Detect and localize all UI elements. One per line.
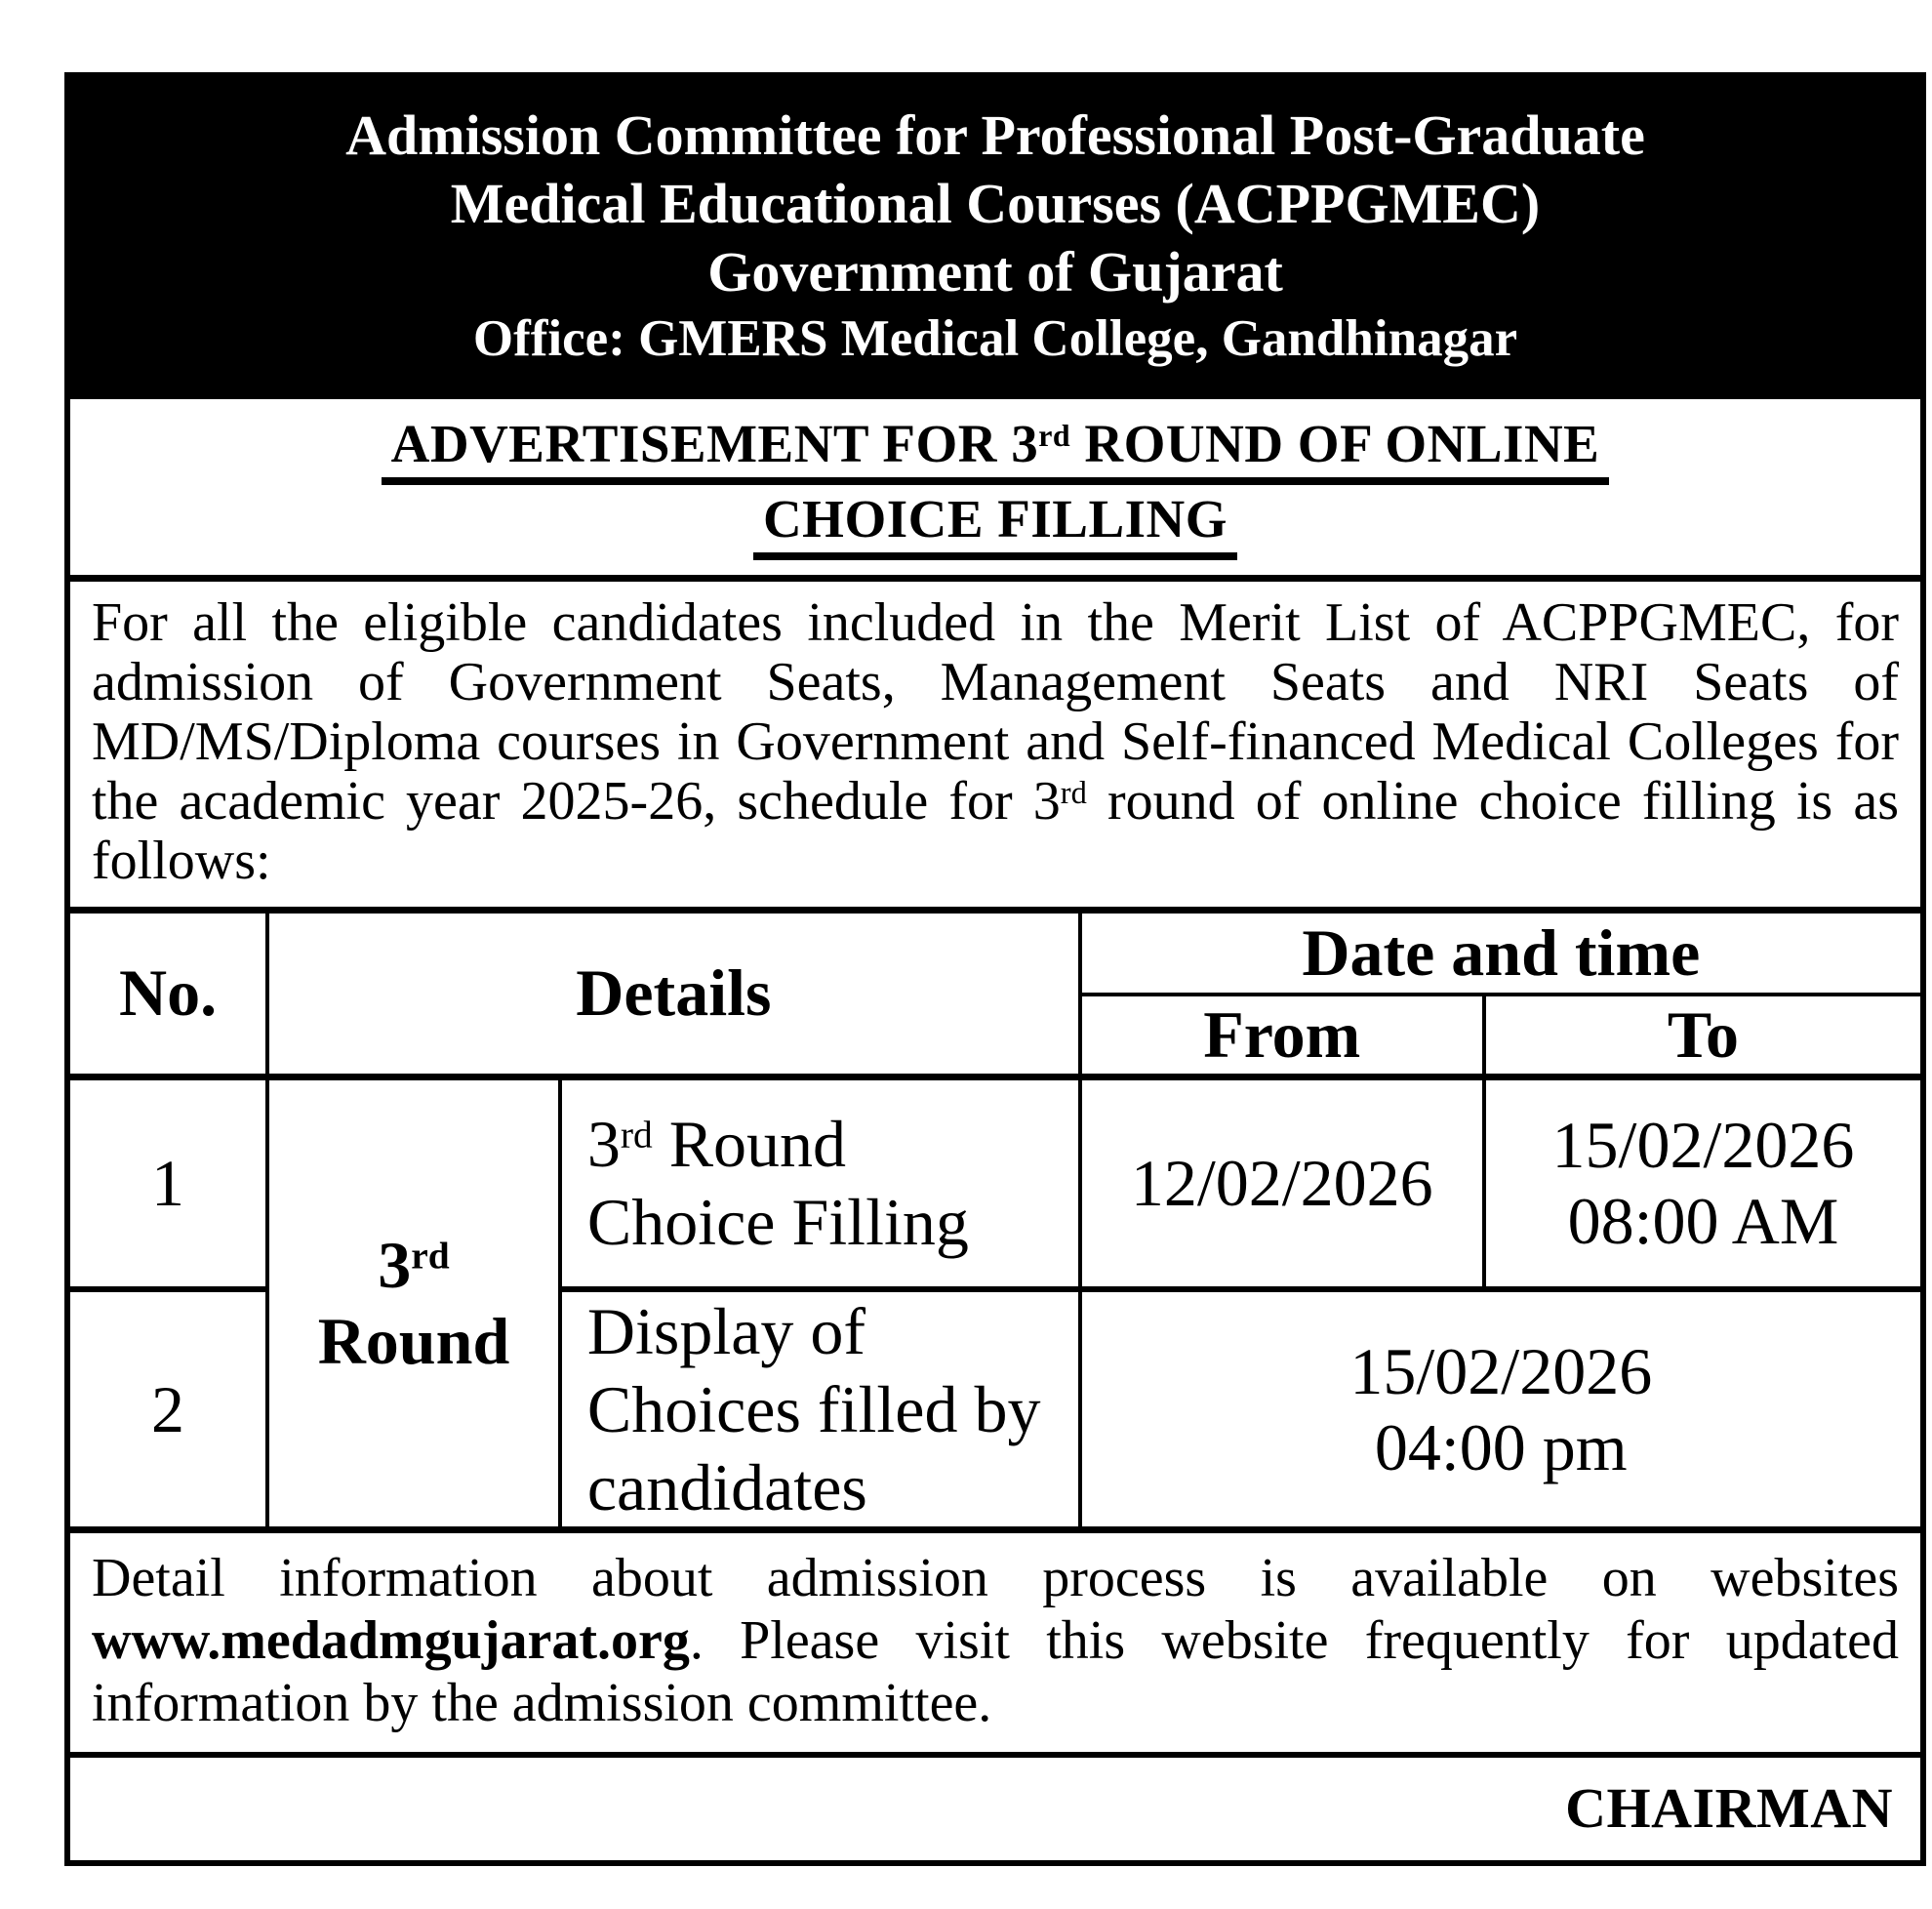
advertisement-title-line-2: CHOICE FILLING [753,491,1237,560]
round-superscript: rd [411,1234,450,1278]
advertisement-title [70,392,1920,575]
schedule-table [70,907,1920,1526]
header-to: To [1484,995,1920,1077]
row-2-detail [560,1289,1080,1526]
row-2-detail-line-3: candidates [586,1450,867,1524]
title-text: ROUND OF ONLINE [1070,414,1600,473]
table-header-row [70,911,1920,995]
round-number-text: 3 [378,1228,412,1303]
banner-line-1: Admission Committee for Professional Post-Graduate [345,103,1645,167]
round-word: Round [317,1304,510,1379]
row-1-no: 1 [70,1076,267,1289]
row-1-from: 12/02/2026 [1080,1076,1484,1289]
chairman-label: CHAIRMAN [1565,1776,1893,1840]
table-row-1 [70,1076,1920,1289]
intro-text: round of online choice filling is as follows: [92,771,1900,891]
intro-text: For all the eligible candidates included in the Merit List of ACPPGMEC, for admission of Government Seats, Management Seats and NRI Seats of MD/MS/Diploma courses in Government and Self-financed Medical Colleges for the academic year 2025-26, schedule for 3 [92,592,1899,832]
row-1-detail-line-2: Choice Filling [586,1185,969,1260]
header-from: From [1080,995,1484,1077]
row-1-to-time: 08:00 AM [1567,1184,1839,1259]
banner-line-2: Medical Educational Courses (ACPPGMEC) [450,172,1541,235]
round-merged-cell [267,1076,560,1526]
header-details: Details [267,911,1080,1077]
row-2-no: 2 [70,1289,267,1526]
row-2-detail-line-2: Choices filled by [586,1372,1041,1446]
row-2-datetime [1080,1289,1920,1526]
banner [70,78,1920,392]
header-no: No. [70,911,267,1077]
row-1-to-date: 15/02/2026 [1551,1108,1855,1183]
row-2-datetime-date: 15/02/2026 [1349,1334,1653,1408]
detail-text: Round [652,1107,847,1182]
advertisement-title-line-1 [382,416,1610,485]
header-date-and-time: Date and time [1080,911,1920,995]
row-2-detail-line-1: Display of [586,1294,866,1368]
signature-row [70,1752,1920,1860]
detail-superscript: rd [620,1113,653,1157]
intro-superscript: rd [1060,775,1087,811]
intro-paragraph [70,575,1920,907]
footer-text: Detail information about admission process is available on websites [92,1548,1899,1608]
banner-line-3: Government of Gujarat [707,240,1283,304]
notice-document [64,72,1926,1866]
row-1-to [1484,1076,1920,1289]
title-superscript: rd [1038,419,1071,454]
footer-text: . Please visit this website frequently for updated information by the admission committee. [92,1610,1899,1733]
round-number [269,1227,558,1303]
banner-line-4: Office: GMERS Medical College, Gandhinagar [472,310,1518,367]
detail-text: 3 [586,1107,621,1182]
website-text: www.medadmgujarat.org [92,1610,690,1671]
title-text: ADVERTISEMENT FOR 3 [390,414,1039,473]
row-1-detail-line-1 [587,1105,1070,1183]
footer-paragraph [70,1526,1920,1752]
row-2-datetime-time: 04:00 pm [1374,1410,1628,1484]
row-1-detail [560,1076,1080,1289]
